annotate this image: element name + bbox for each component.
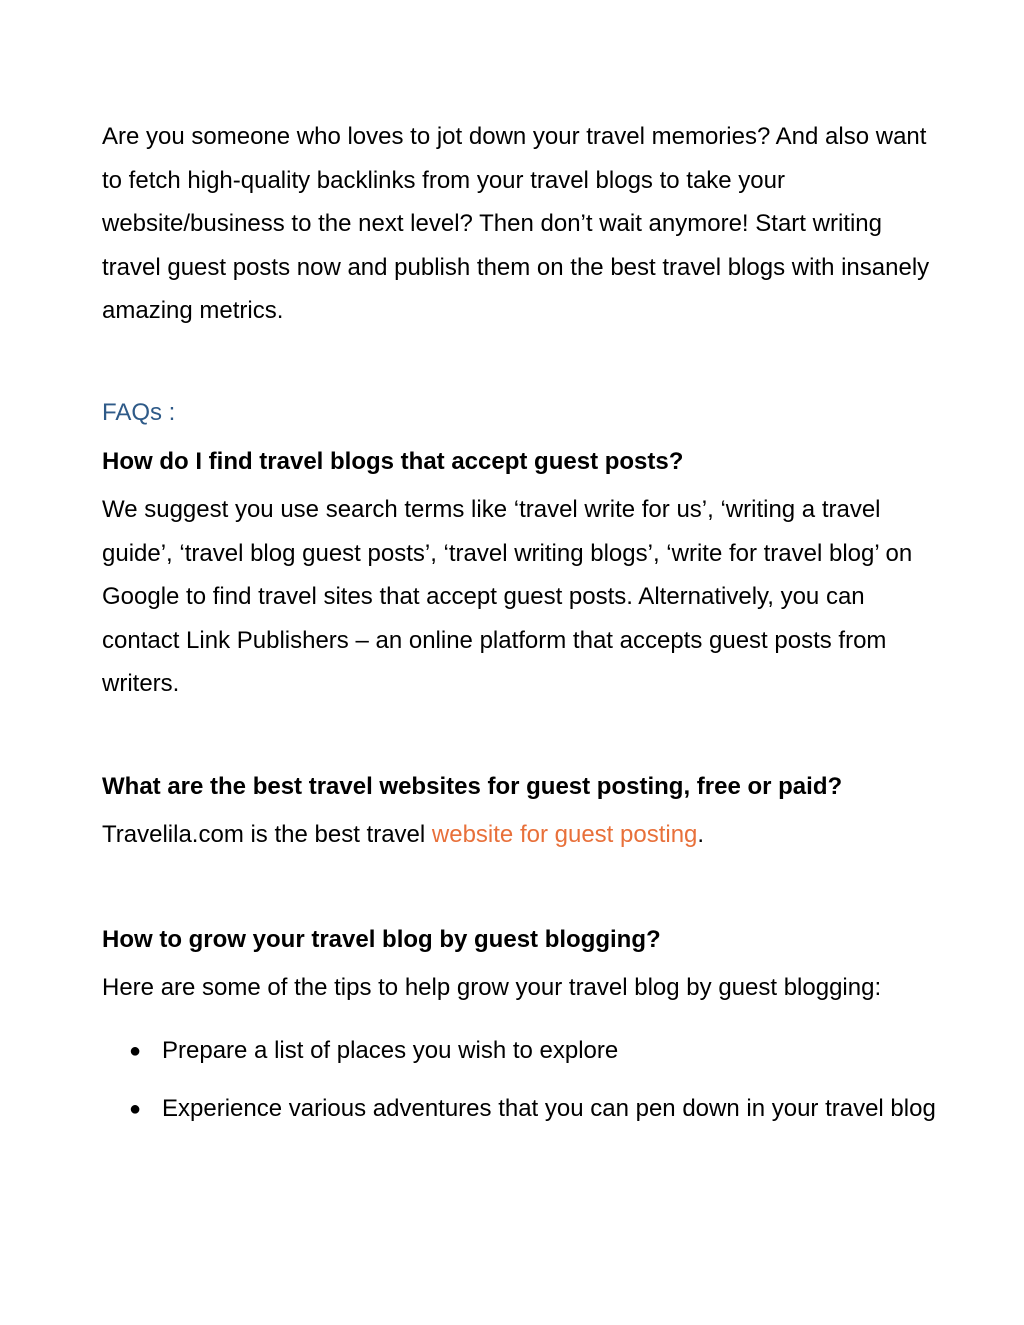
tips-list xyxy=(102,1022,942,1138)
faq-answer-2 xyxy=(102,813,942,857)
faq-answer-1: We suggest you use search terms like ‘travel write for us’, ‘writing a travel guide’, ‘travel blog guest posts’, ‘travel writing blogs’, ‘write for travel blog’ on Google to find travel sites that accept guest posts. Alternatively, you can contact Link Publishers – an online platform that accepts guest posts from writers. xyxy=(102,496,913,697)
list-item xyxy=(102,1080,942,1138)
faq-answer-3: Here are some of the tips to help grow your travel blog by guest blogging: xyxy=(102,974,882,1001)
bullet-icon: ● xyxy=(129,1040,142,1062)
tip-text: Prepare a list of places you wish to explore xyxy=(162,1037,619,1064)
faq-question-1: How do I find travel blogs that accept guest posts? xyxy=(102,448,684,475)
guest-posting-link[interactable]: website for guest posting xyxy=(431,821,698,848)
faq-answer-2-suffix: . xyxy=(697,821,705,848)
faq-question-2: What are the best travel websites for guest posting, free or paid? xyxy=(102,773,843,800)
faq-heading: FAQs : xyxy=(102,399,176,426)
faq-answer-2-text: Travelila.com is the best travel xyxy=(102,821,432,848)
faq-question-3: How to grow your travel blog by guest blogging? xyxy=(102,926,661,953)
list-item xyxy=(102,1022,942,1080)
bullet-icon: ● xyxy=(129,1098,142,1120)
tip-text: Experience various adventures that you can pen down in your travel blog xyxy=(162,1095,936,1122)
intro-paragraph: Are you someone who loves to jot down your travel memories? And also want to fetch high-quality backlinks from your travel blogs to take your website/business to the next level? Then don’t wait anymore! Start writing travel guest posts now and publish them on the best travel blogs with insanely amazing metrics. xyxy=(102,123,930,324)
